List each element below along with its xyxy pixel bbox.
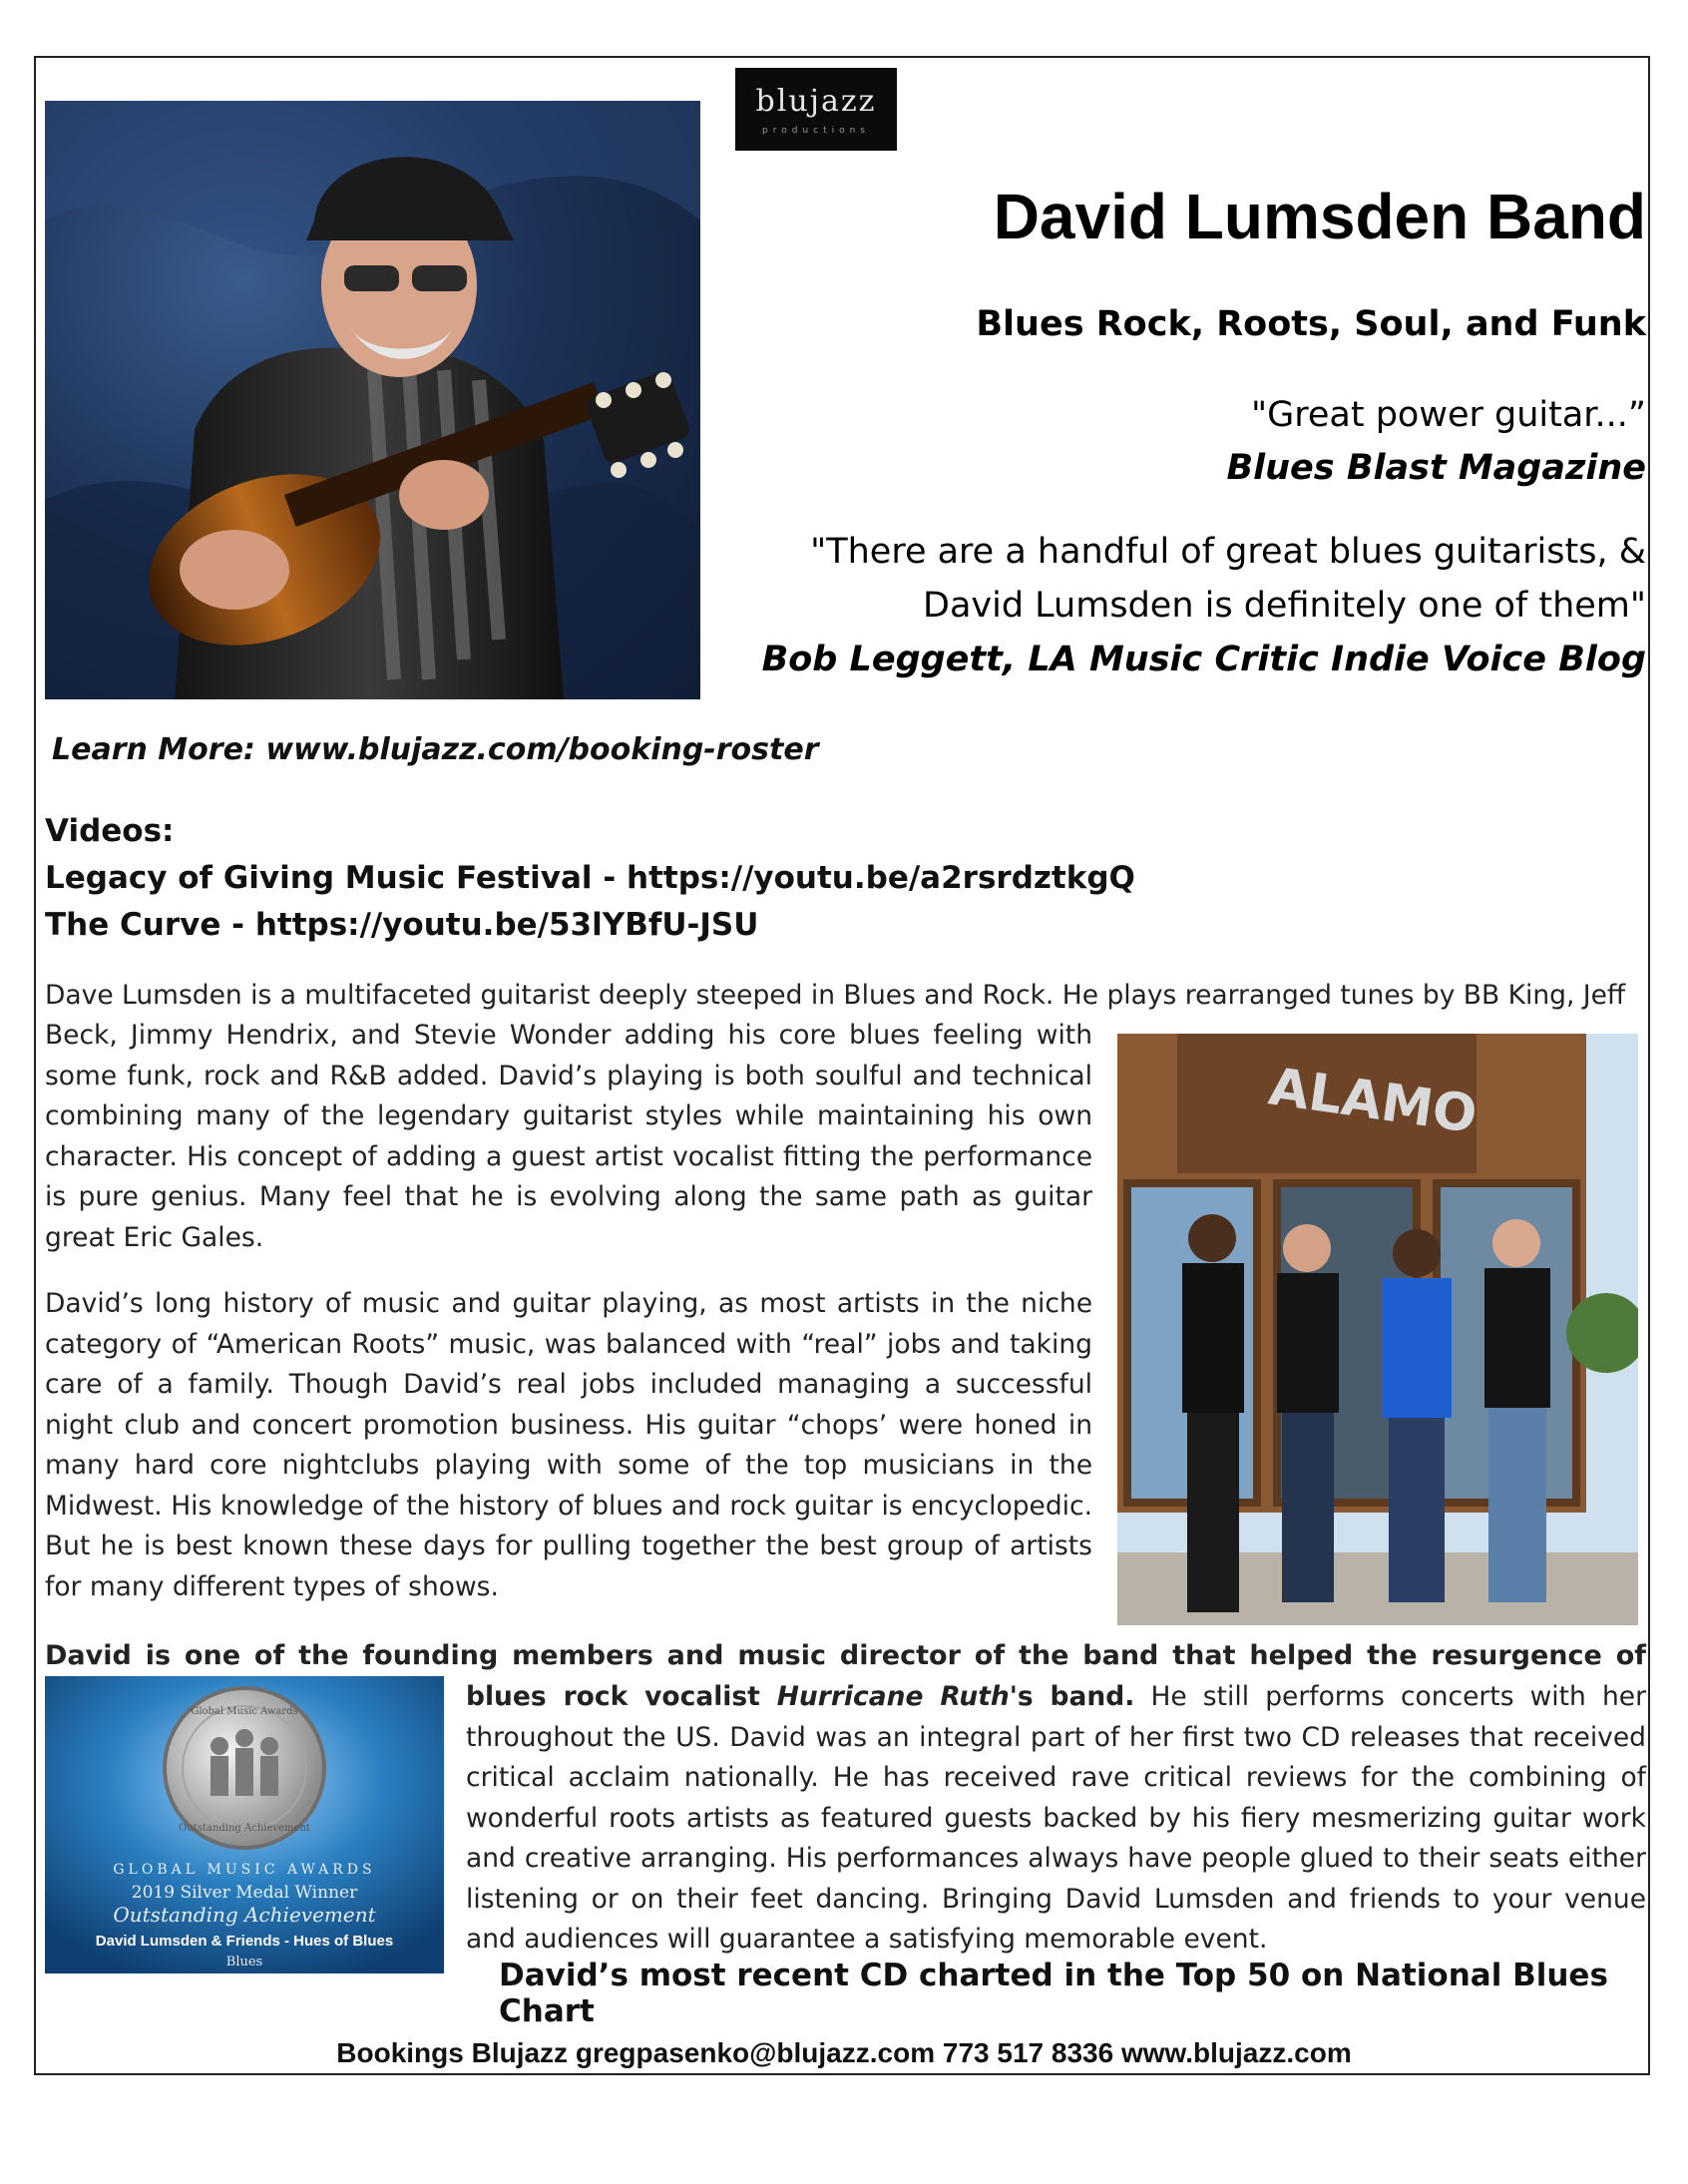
- quote2-source: Bob Leggett, LA Music Critic Indie Voice Blog: [761, 640, 1646, 679]
- guitarist-photo: [45, 101, 700, 699]
- video-link[interactable]: Legacy of Giving Music Festival - https://youtu.be/a2rsrdztkgQ: [45, 860, 1135, 896]
- bio-p3-bold-b: 's band.: [1009, 1681, 1135, 1712]
- genres: Blues Rock, Roots, Soul, and Funk: [976, 304, 1646, 344]
- bio-p1-first-line: Dave Lumsden is a multifaceted guitarist deeply steeped in Blues and Rock. He plays rearranged tunes by BB King, Jeff: [45, 980, 1626, 1011]
- learn-more-link[interactable]: Learn More: www.blujazz.com/booking-roster: [52, 732, 819, 767]
- hurricane-ruth: Hurricane Ruth: [776, 1681, 1010, 1712]
- quote2-line2: David Lumsden is definitely one of them": [923, 586, 1646, 626]
- award-line1: GLOBAL MUSIC AWARDS: [113, 1862, 376, 1878]
- award-line3: Outstanding Achievement: [113, 1903, 376, 1927]
- quote1-source: Blues Blast Magazine: [1226, 448, 1646, 488]
- cd-chart-note: David’s most recent CD charted in the Top 50 on National Blues Chart: [499, 1958, 1608, 2029]
- guitarist-illustration: [45, 101, 700, 699]
- global-music-award-badge: [45, 1676, 444, 1973]
- medal-top-text: Global Music Awards: [191, 1706, 298, 1717]
- blujazz-logo: [735, 68, 897, 151]
- logo-sub: productions: [761, 126, 870, 136]
- booking-footer: Bookings Blujazz gregpasenko@blujazz.com 773 517 8336 www.blujazz.com: [336, 2037, 1352, 2068]
- medal-bottom-text: Outstanding Achievement: [179, 1823, 310, 1834]
- video-link[interactable]: The Curve - https://youtu.be/53lYBfU-JSU: [45, 907, 759, 943]
- bio-p3-first-line: David is one of the founding members and music director of the band that helped the resurgence of: [45, 1640, 1646, 1671]
- videos-section: [45, 808, 1135, 949]
- bio-p3-rest: He still performs concerts with her throughout the US. David was an integral part of her first two CD releases that received critical acclaim nationally. He has received rave critical reviews for the combining of wonderful roots artists as featured guests backed by his fiery mesmerizing guitar work and creative arranging. His performances always have people glued to their seats either listening or on their feet dancing. Bringing David Lumsden and friends to your venue and audiences will guarantee a satisfying memorable event.: [466, 1681, 1646, 1955]
- award-line5: Blues: [225, 1955, 263, 1969]
- quote1-text: "Great power guitar...”: [1251, 395, 1646, 435]
- award-line4: David Lumsden & Friends - Hues of Blues: [95, 1933, 394, 1950]
- award-medal-illustration: [45, 1676, 444, 1973]
- bio-p1: Beck, Jimmy Hendrix, and Stevie Wonder adding his core blues feeling with some funk, rock and R&B added. David’s playing is both soulful and technical combining many of the legendary guitarist styles while maintaining his own character. His concept of adding a guest artist vocalist fitting the performance is pure genius. Many feel that he is evolving along the same path as guitar great Eric Gales.: [45, 1020, 1092, 1253]
- page-title: David Lumsden Band: [993, 181, 1646, 252]
- quote-blues-blast: [728, 389, 1646, 495]
- award-line2: 2019 Silver Medal Winner: [131, 1883, 358, 1903]
- logo-name: blujazz: [755, 84, 877, 119]
- quote2-line1: "There are a handful of great blues guitarists, &: [810, 532, 1646, 572]
- band-photo: [1117, 1034, 1638, 1625]
- quote-bob-leggett: [728, 525, 1646, 686]
- bio-p3: [466, 1677, 1646, 1961]
- bio-p3-bold-a: blues rock vocalist: [466, 1681, 777, 1712]
- bio-p2: David’s long history of music and guitar playing, as most artists in the niche category of “American Roots” music, was balanced with “real” jobs and taking care of a family. Though David’s real jobs included managing a successful night club and concert promotion business. His guitar “chops’ were honed in many hard core nightclubs playing with some of the top musicians in the Midwest. His knowledge of the history of blues and rock guitar is encyclopedic. But he is best known these days for pulling together the best group of artists for many different types of shows.: [45, 1288, 1092, 1602]
- videos-heading: Videos:: [45, 813, 175, 849]
- storefront-sign: ALAMO: [1265, 1057, 1481, 1146]
- band-storefront-illustration: [1117, 1034, 1638, 1625]
